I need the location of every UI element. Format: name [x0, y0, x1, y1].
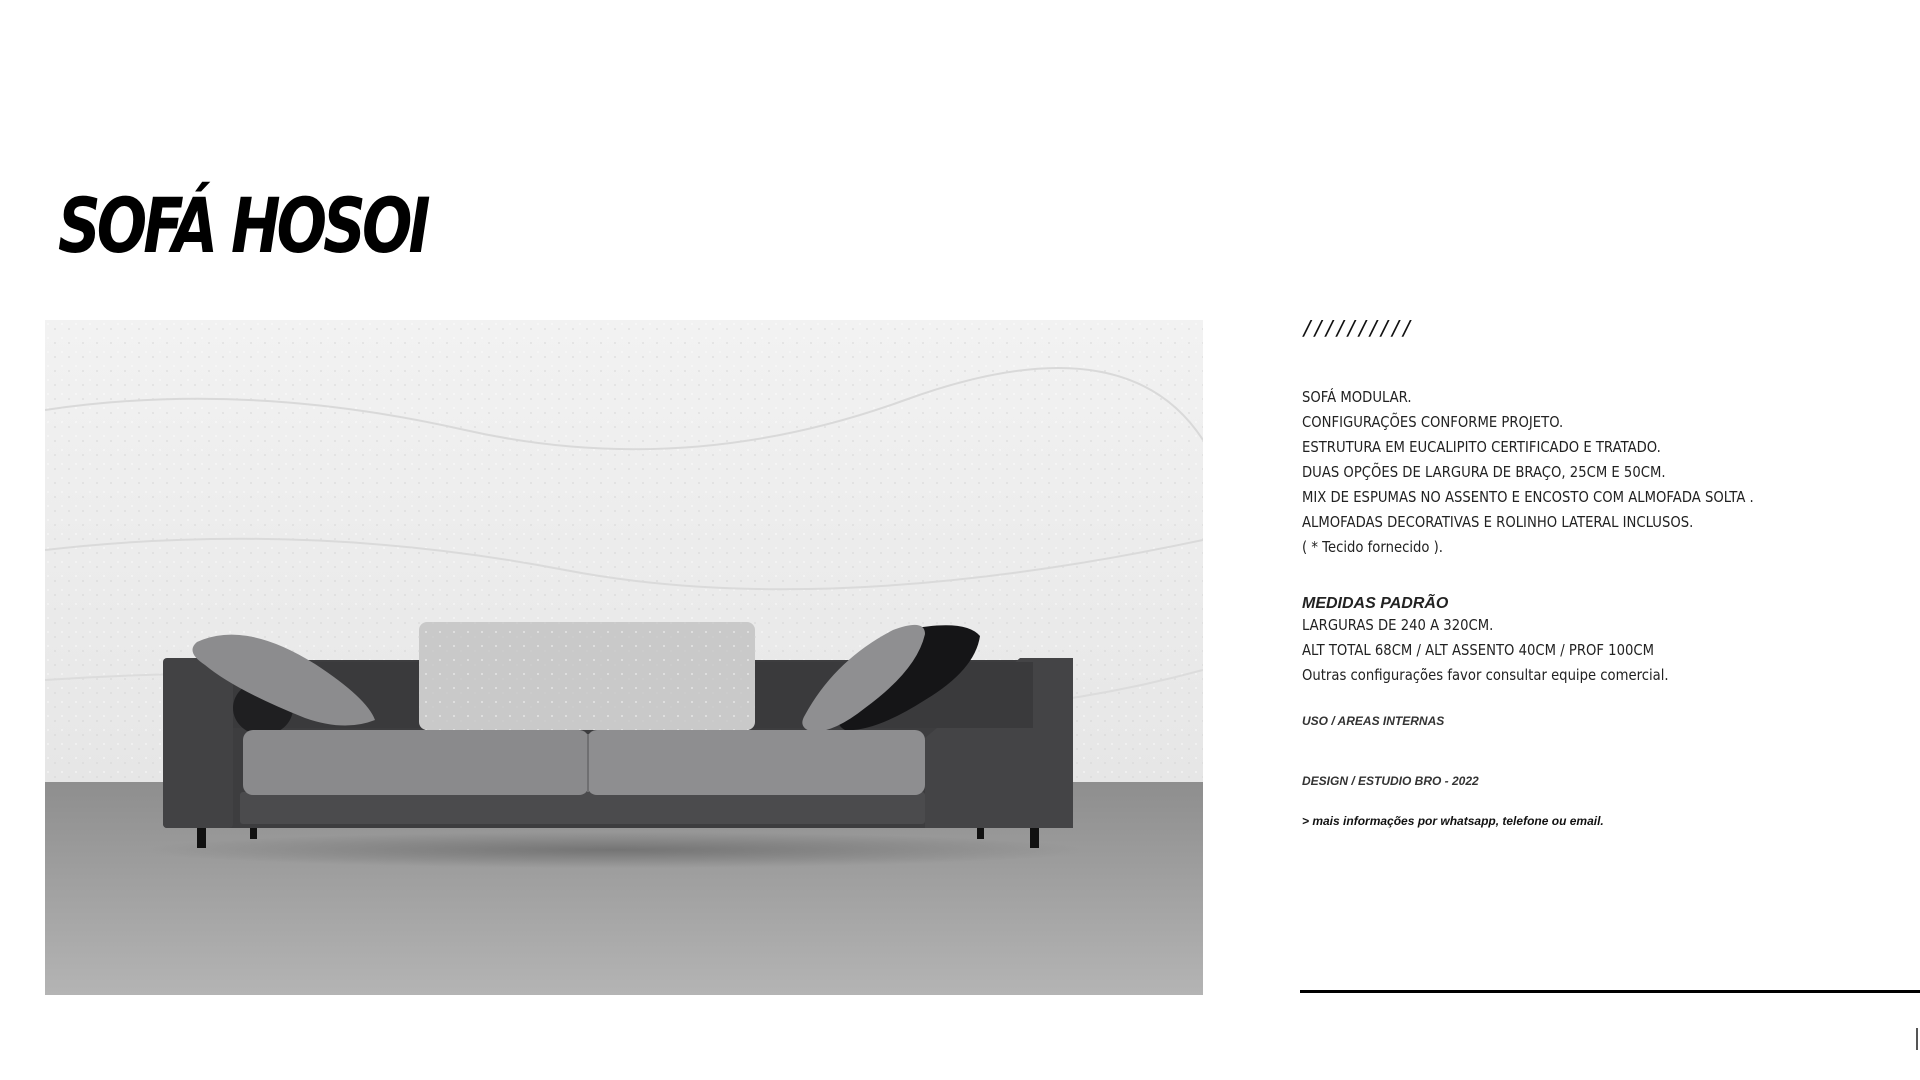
description-line: CONFIGURAÇÕES CONFORME PROJETO. — [1302, 413, 1564, 431]
product-details — [1302, 316, 1902, 828]
usage-note: USO / AREAS INTERNAS — [1302, 714, 1445, 728]
slash-divider: ////////// — [1302, 316, 1413, 340]
description-line: ALMOFADAS DECORATIVAS E ROLINHO LATERAL INCLUSOS. — [1302, 513, 1694, 531]
design-credit: DESIGN / ESTUDIO BRO - 2022 — [1302, 774, 1479, 788]
bottom-divider — [1300, 990, 1920, 993]
measure-line: LARGURAS DE 240 A 320CM. — [1302, 616, 1494, 634]
description-line: DUAS OPÇÕES DE LARGURA DE BRAÇO, 25CM E 50CM. — [1302, 463, 1666, 481]
sofa-photo — [45, 320, 1203, 995]
description-list — [1302, 385, 1830, 560]
measure-line: Outras configurações favor consultar equipe comercial. — [1302, 666, 1669, 684]
measures-heading: MEDIDAS PADRÃO — [1302, 595, 1449, 612]
page-title: SOFÁ HOSOI — [58, 181, 427, 270]
description-line: ESTRUTURA EM EUCALIPITO CERTIFICADO E TRATADO. — [1302, 438, 1661, 456]
description-line: ( * Tecido fornecido ). — [1302, 538, 1443, 556]
measures-list — [1302, 613, 1830, 688]
description-line: SOFÁ MODULAR. — [1302, 388, 1412, 406]
measure-line: ALT TOTAL 68CM / ALT ASSENTO 40CM / PROF 100CM — [1302, 641, 1654, 659]
edge-mark — [1916, 1028, 1918, 1050]
description-line: MIX DE ESPUMAS NO ASSENTO E ENCOSTO COM ALMOFADA SOLTA . — [1302, 488, 1754, 506]
contact-note: > mais informações por whatsapp, telefone ou email. — [1302, 814, 1604, 828]
